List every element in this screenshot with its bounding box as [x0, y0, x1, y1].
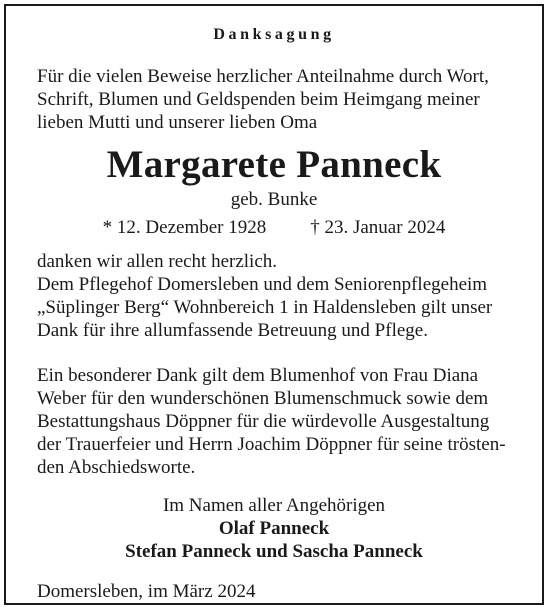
special-thanks-line: den Abschiedsworte.	[37, 457, 196, 478]
intro-line: Für die vielen Beweise herzlicher Anteilnahme durch Wort,	[37, 66, 489, 87]
intro-line: Schrift, Blumen und Geldspenden beim Heimgang meiner	[37, 89, 480, 110]
thanks-line: danken wir allen recht herzlich.	[37, 251, 278, 272]
birth-date: * 12. Dezember 1928	[102, 217, 267, 238]
thanks-paragraph	[37, 250, 511, 342]
intro-line: lieben Mutti und unserer lieben Oma	[37, 112, 318, 133]
maiden-name: geb. Bunke	[230, 189, 318, 210]
special-thanks-line: Bestattungshaus Döppner für die würdevolle Ausgestaltung	[37, 411, 490, 432]
place-date: Domersleben, im März 2024	[37, 581, 256, 602]
notice-frame	[4, 4, 544, 605]
thanks-line: „Süplinger Berg“ Wohnbereich 1 in Haldensleben gilt unser	[37, 297, 493, 318]
special-thanks-line: Weber für den wunderschönen Blumenschmuck sowie dem	[37, 388, 489, 409]
intro-paragraph	[37, 65, 511, 134]
deceased-name: Margarete Panneck	[106, 143, 442, 186]
notice-content	[37, 6, 511, 603]
signature-name-secondary: Stefan Panneck und Sascha Panneck	[125, 541, 423, 562]
special-thanks-paragraph	[37, 364, 511, 479]
signature-block	[37, 494, 511, 563]
special-thanks-line: der Trauerfeier und Herrn Joachim Döppner für seine trösten-	[37, 434, 506, 455]
death-date: † 23. Januar 2024	[310, 217, 446, 238]
signature-name-primary: Olaf Panneck	[218, 518, 330, 539]
notice-heading: Danksagung	[213, 26, 335, 43]
special-thanks-line: Ein besonderer Dank gilt dem Blumenhof von Frau Diana	[37, 365, 479, 386]
thanks-line: Dank für ihre allumfassende Betreuung und Pflege.	[37, 320, 428, 341]
thanks-line: Dem Pflegehof Domersleben und dem Seniorenpflegeheim	[37, 274, 488, 295]
life-dates	[37, 216, 511, 239]
signature-line: Im Namen aller Angehörigen	[162, 495, 386, 516]
